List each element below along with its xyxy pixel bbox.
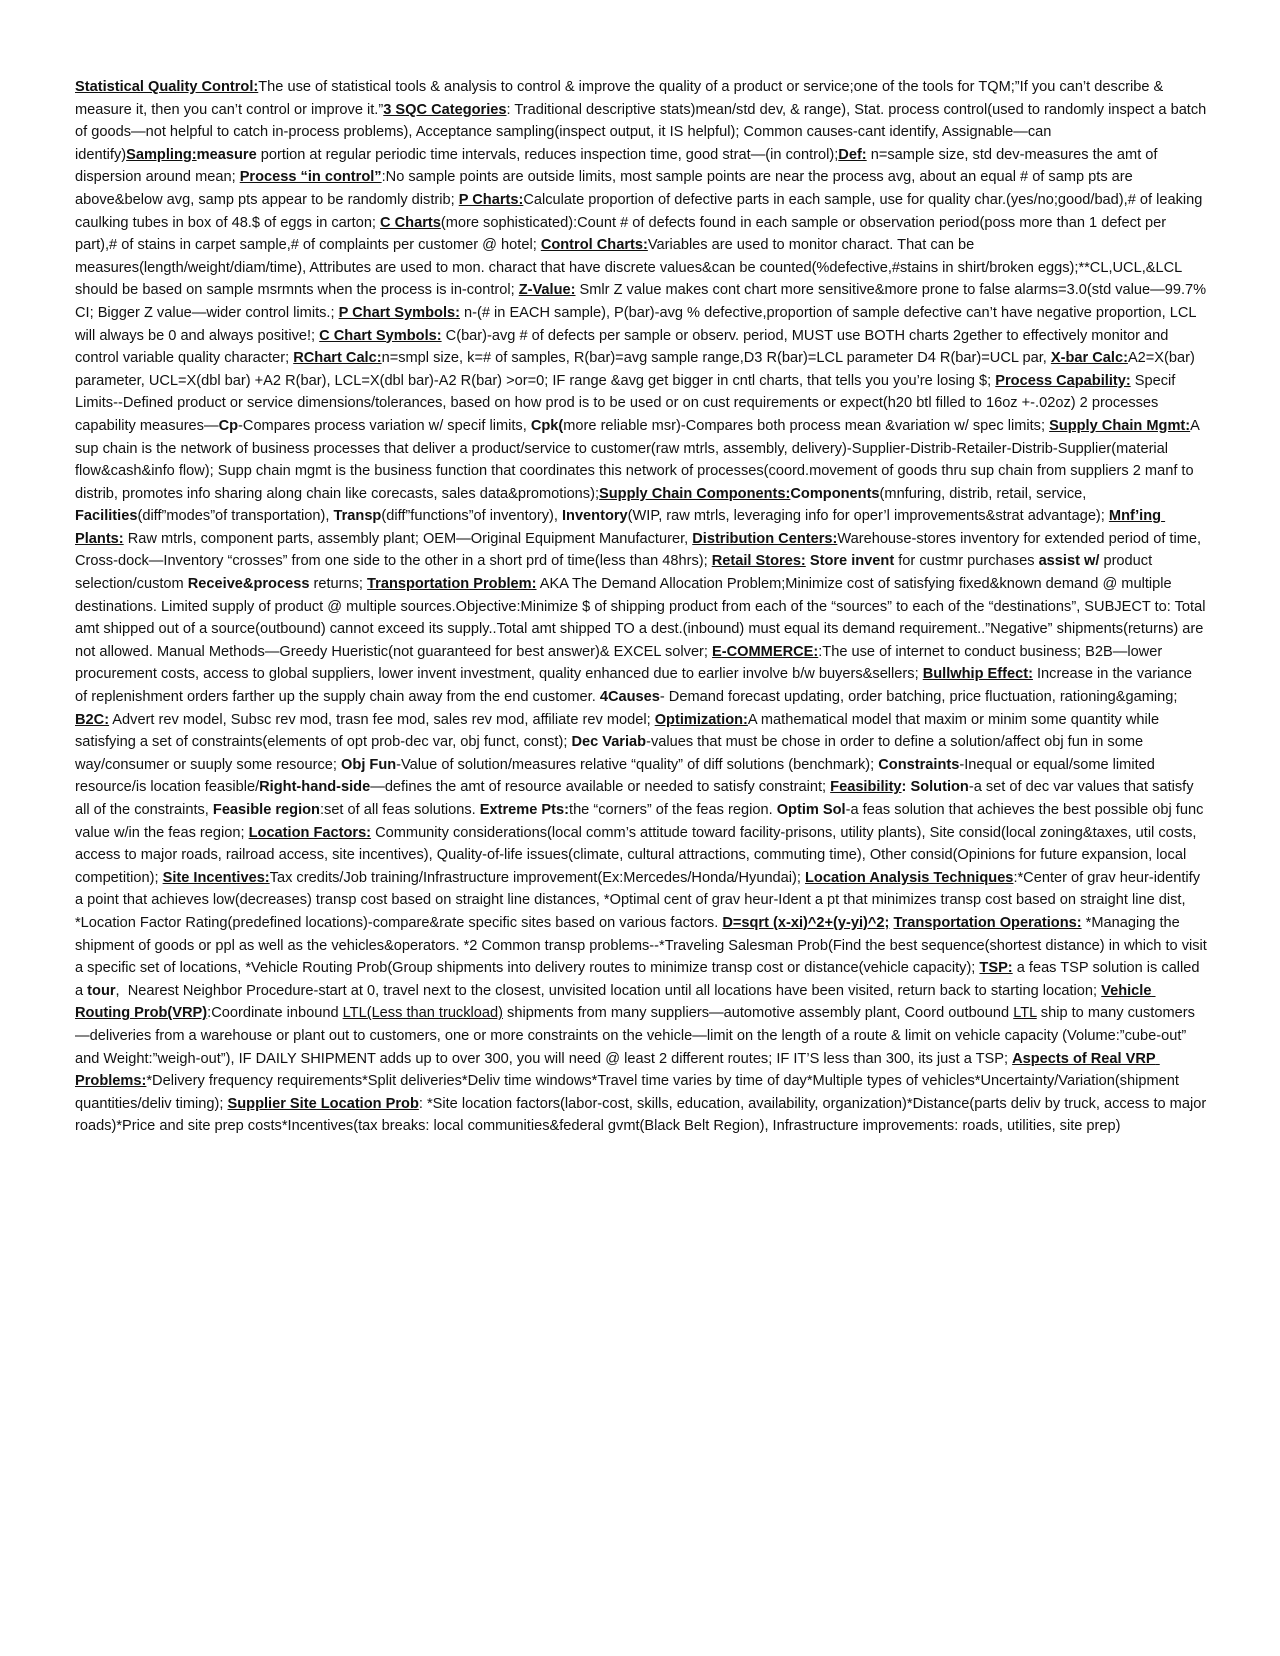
body-text: a feas TSP solution is called a <box>75 960 1204 999</box>
section-heading: Bullwhip Effect: <box>922 666 1033 683</box>
body-text: Specif Limits--Defined product or service dimensions/tolerances, based on how prod is to be used or on cust requirements or expect(h20 btl filled to 16oz +-.02oz) 2 processes capability measures— <box>75 372 1180 434</box>
body-text: C(bar)-avg # of defects per sample or observ. period, MUST use BOTH charts 2gether to effectively monitor and control variable quality character; <box>75 327 1173 367</box>
body-text: -values that must be chose in order to define a solution/affect obj fun in some way/consumer or suuply some resource; <box>75 734 1148 773</box>
bold-term: Components <box>790 485 880 502</box>
section-heading: Process “in control” <box>239 169 382 186</box>
section-heading: Supply Chain Components: <box>599 485 791 502</box>
body-text: Tax credits/Job training/Infrastructure improvement(Ex:Mercedes/Honda/Hyundai); <box>269 869 806 886</box>
bold-term: Right-hand-side <box>259 779 371 796</box>
section-heading: Aspects of Real VRP Problems: <box>75 1050 1160 1090</box>
body-text: (diff”functions”of inventory), <box>381 508 562 525</box>
bold-term: Store invent <box>805 553 895 570</box>
body-text: -a set of dec var values that satisfy all of the constraints, <box>75 779 1198 818</box>
section-heading: Location Factors: <box>248 824 372 841</box>
body-text: :Coordinate inbound <box>207 1005 343 1022</box>
section-heading: P Chart Symbols: <box>338 304 460 321</box>
bold-term: tour <box>87 982 116 999</box>
section-heading: Retail Stores: <box>711 553 806 570</box>
body-text: product selection/custom <box>75 553 1157 593</box>
bold-term: measure <box>196 146 257 163</box>
section-heading: Mnf’ing Plants: <box>75 508 1166 547</box>
bold-term: : Solution <box>901 779 969 796</box>
body-text: , Nearest Neighbor Procedure-start at 0, travel next to the closest, unvisited location until all locations have been visited, return back to starting location; <box>115 982 1102 999</box>
body-text: Variables are used to monitor charact. That can be measures(length/weight/diam/time), Attributes are used to mon. charact that have discrete values&can be counted(%defective,#stains in shirt/broken eggs);**CL,UCL,&LCL should be based on sample msrmnts when the process is in-control; <box>75 237 1186 299</box>
body-text: n=smpl size, k=# of samples, R(bar)=avg sample range,D3 R(bar)=LCL parameter D4 R(bar)=UCL par, <box>381 350 1051 367</box>
section-heading: Def: <box>838 146 867 163</box>
bold-term: Obj Fun <box>341 756 397 773</box>
body-text: A2=X(bar) parameter, UCL=X(dbl bar) +A2 R(bar), LCL=X(dbl bar)-A2 R(bar) >or=0; IF range &avg get bigger in cntl charts, that tells you you’re losing $; <box>75 350 1199 389</box>
section-heading: D=sqrt (x-xi)^2+(y-yi)^2; <box>722 914 890 931</box>
section-heading: Vehicle Routing Prob(VRP) <box>75 982 1156 1022</box>
body-text: portion at regular periodic time intervals, reduces inspection time, good strat—(in control); <box>256 146 839 163</box>
bold-term: Cpk( <box>530 417 564 434</box>
section-heading: Z-Value: <box>518 282 576 299</box>
section-heading: B2C: <box>75 711 110 728</box>
section-heading: Distribution Centers: <box>692 530 838 547</box>
body-text: n-(# in EACH sample), P(bar)-avg % defective,proportion of sample defective can’t have negative proportion, LCL will always be 0 and always positive!; <box>75 304 1201 344</box>
bold-term: Cp <box>218 417 239 434</box>
body-text: ship to many customers—deliveries from a warehouse or plant out to customers, one or more constraints on the vehicle—limit on the length of a route & limit on vehicle capacity (Volume:”cube-out” and Weight:”weigh-out”), IF DAILY SHIPMENT adds up to over 300, you will need @ least 2 different routes; IF IT’S less than 300, its just a TSP; <box>75 1005 1195 1067</box>
bold-term: Dec Variab <box>571 734 647 751</box>
body-text: : Traditional descriptive stats)mean/std dev, & range), Stat. process control(used to randomly inspect a batch of goods—not helpful to catch in-process problems), Acceptance sampling(inspect output, it IS helpful); Common causes-cant identify, Assignable—can identify) <box>75 101 1211 163</box>
section-heading: Supply Chain Mgmt: <box>1049 417 1191 434</box>
section-heading: Control Charts: <box>540 237 648 254</box>
section-heading: Process Capability: <box>995 372 1131 389</box>
body-text: (more sophisticated):Count # of defects found in each sample or observation period(poss more than 1 defect per part),# of stains in carpet sample,# of complaints per customer @ hotel; <box>75 214 1171 254</box>
body-text: -Value of solution/measures relative “quality” of diff solutions (benchmark); <box>396 756 879 773</box>
section-heading: P Charts: <box>458 191 524 208</box>
section-heading: LTL(Less than truckload) <box>342 1005 503 1022</box>
body-text: Increase in the variance of replenishment orders farther up the supply chain away from the end customer. <box>75 666 1197 706</box>
body-text: :The use of internet to conduct business; B2B—lower procurement costs, access to global suppliers, lower invent investment, quality enhanced due to earlier involve b/w buyers&sellers; <box>75 643 1167 683</box>
body-text: Smlr Z value makes cont chart more sensitive&more prone to false alarms=3.0(std value—99.7% CI; Bigger Z value—wider control limits.; <box>75 282 1211 321</box>
section-heading: E-COMMERCE: <box>712 643 819 660</box>
body-text: *Managing the shipment of goods or ppl as well as the vehicles&operators. *2 Common transp problems--*Traveling Salesman Prob(Find the best sequence(shortest distance) in which to visit a specific set of locations, *Vehicle Routing Prob(Group shipments into delivery routes to minimize transp cost or distance(vehicle capacity); <box>75 914 1211 977</box>
section-heading: C Chart Symbols: <box>319 327 442 344</box>
body-text: Community considerations(local comm’s attitude toward facility-prisons, utility plants), Site consid(local zoning&taxes, util costs, access to major roads, railroad access, site incentives), Quality-of-life issues(climate, cultural attractions, commuting time), Other consid(Opinions for future expansion, local competition); <box>75 824 1201 886</box>
body-text: The use of statistical tools & analysis to control & improve the quality of a product or service;one of the tools for TQM;”If you can’t describe & measure it, then you can’t control or improve it.” <box>75 79 1168 118</box>
body-text: : *Site location factors(labor-cost, skills, education, availability, organization)*Distance(parts deliv by truck, access to major roads)*Price and site prep costs*Incentives(tax breaks: local communities&federal gvmt(Black Belt Region), Infrastructure improvements: roads, utilities, site prep) <box>75 1095 1211 1135</box>
body-text: (WIP, raw mtrls, leveraging info for oper’l improvements&strat advantage); <box>627 508 1109 525</box>
body-text: AKA The Demand Allocation Problem;Minimize cost of satisfying fixed&known demand @ multiple destinations. Limited supply of product @ multiple sources.Objective:Minimize $ of shipping product from each of the “sources” to each of the “destinations”, SUBJECT to: Total amt shipped out of a source(outbound) cannot exceed its supply..Total amt shipped TO a dest.(inbound) must equal its demand requirement..”Negative” shipments(returns) are not allowed. Manual Methods—Greedy Hueristic(not guaranteed for best answer)& EXCEL solver; <box>75 576 1210 660</box>
body-text: (mnfuring, distrib, retail, service, <box>879 485 1091 502</box>
section-heading: Location Analysis Techniques <box>805 869 1014 886</box>
bold-term: Feasible region <box>212 802 320 818</box>
body-text: n=sample size, std dev-measures the amt of dispersion around mean; <box>75 146 1162 186</box>
body-text: Advert rev model, Subsc rev mod, trasn fee mod, sales rev mod, affiliate rev model; <box>109 711 655 728</box>
bold-term: Transp <box>333 508 382 525</box>
section-heading: Transportation Operations: <box>893 914 1082 931</box>
body-text: :*Center of grav heur-identify a point that achieves low(decreases) transp cost based on straight line distances, *Optimal cent of grav heur-Ident a pt that minimizes transp cost based on straight line dist, *Location Factor Rating(predefined locations)-compare&rate specific sites based on various factors. <box>75 869 1205 931</box>
bold-term: Extreme Pts: <box>479 802 570 818</box>
body-text: -Inequal or equal/some limited resource/is location feasible/ <box>75 756 1159 796</box>
bold-term: Inventory <box>561 508 628 525</box>
bold-term: Constraints <box>878 756 960 773</box>
body-text: shipments from many suppliers—automotive assembly plant, Coord outbound <box>502 1005 1014 1022</box>
body-text: *Delivery frequency requirements*Split deliveries*Deliv time windows*Travel time varies by time of day*Multiple types of vehicles*Uncertainty/Variation(shipment quantities/deliv timing); <box>75 1073 1183 1112</box>
body-text: - Demand forecast updating, order batching, price fluctuation, rationing&gaming; <box>659 689 1182 706</box>
section-heading: Site Incentives: <box>162 869 270 886</box>
section-heading: TSP: <box>979 960 1013 977</box>
body-text: for custmr purchases <box>894 553 1039 570</box>
body-text: Raw mtrls, component parts, assembly plant; OEM—Original Equipment Manufacturer, <box>123 530 693 547</box>
body-text: (diff”modes”of transportation), <box>137 508 334 525</box>
body-text: :No sample points are outside limits, most sample points are near the process avg, about an equal # of samp pts are above&below avg, samp pts appear to be randomly distrib; <box>75 169 1137 208</box>
section-heading: Feasibility <box>830 779 902 796</box>
body-text: A mathematical model that maxim or minim some quantity while satisfying a set of constraints(elements of opt prob-dec var, obj funct, const); <box>75 711 1164 751</box>
notes-paragraph <box>75 76 1211 1138</box>
body-text: A sup chain is the network of business processes that deliver a product/service to customer(raw mtrls, assembly, delivery)-Supplier-Distrib-Retailer-Distrib-Supplier(material flow&cash&info flow); Supp chain mgmt is the business function that coordinates this network of processes(coord.movement of goods thru sup chain from suppliers 2 manf to distrib, promotes info sharing along chain like corecasts, sales data&promotions); <box>75 417 1204 502</box>
body-text: -a feas solution that achieves the best possible obj func value w/in the feas region; <box>75 802 1208 841</box>
section-heading: Sampling: <box>126 146 197 163</box>
body-text: Calculate proportion of defective parts in each sample, use for quality char.(yes/no;good/bad),# of leaking caulking tubes in box of 48.$ of eggs in carton; <box>75 191 1207 231</box>
bold-term: Facilities <box>75 508 138 525</box>
body-text: :set of all feas solutions. <box>319 802 480 818</box>
body-text: returns; <box>309 576 368 593</box>
body-text: Warehouse-stores inventory for extended period of time, Cross-dock—Inventory “crosses” from one side to the other in a short prd of time(less than 48hrs); <box>75 530 1206 570</box>
body-text: —defines the amt of resource available or needed to satisfy constraint; <box>370 779 831 796</box>
body-text: -Compares process variation w/ specif limits, <box>238 417 531 434</box>
section-heading: 3 SQC Categories <box>383 101 507 118</box>
section-heading: LTL <box>1013 1005 1037 1022</box>
bold-term: assist w/ <box>1038 553 1100 570</box>
section-heading: Optimization: <box>654 711 748 728</box>
body-text: the “corners” of the feas region. <box>569 802 777 818</box>
bold-term: 4Causes <box>599 689 660 706</box>
section-heading: X-bar Calc: <box>1050 350 1128 367</box>
section-heading: Statistical Quality Control: <box>75 79 259 95</box>
section-heading: Supplier Site Location Prob <box>227 1095 419 1112</box>
body-text: more reliable msr)-Compares both process mean &variation w/ spec limits; <box>563 417 1050 434</box>
bold-term: Receive&process <box>187 576 310 593</box>
section-heading: C Charts <box>380 214 441 231</box>
notes-page <box>75 76 1211 1138</box>
section-heading: Transportation Problem: <box>367 576 537 593</box>
bold-term: Optim Sol <box>776 802 846 818</box>
section-heading: RChart Calc: <box>293 350 382 367</box>
